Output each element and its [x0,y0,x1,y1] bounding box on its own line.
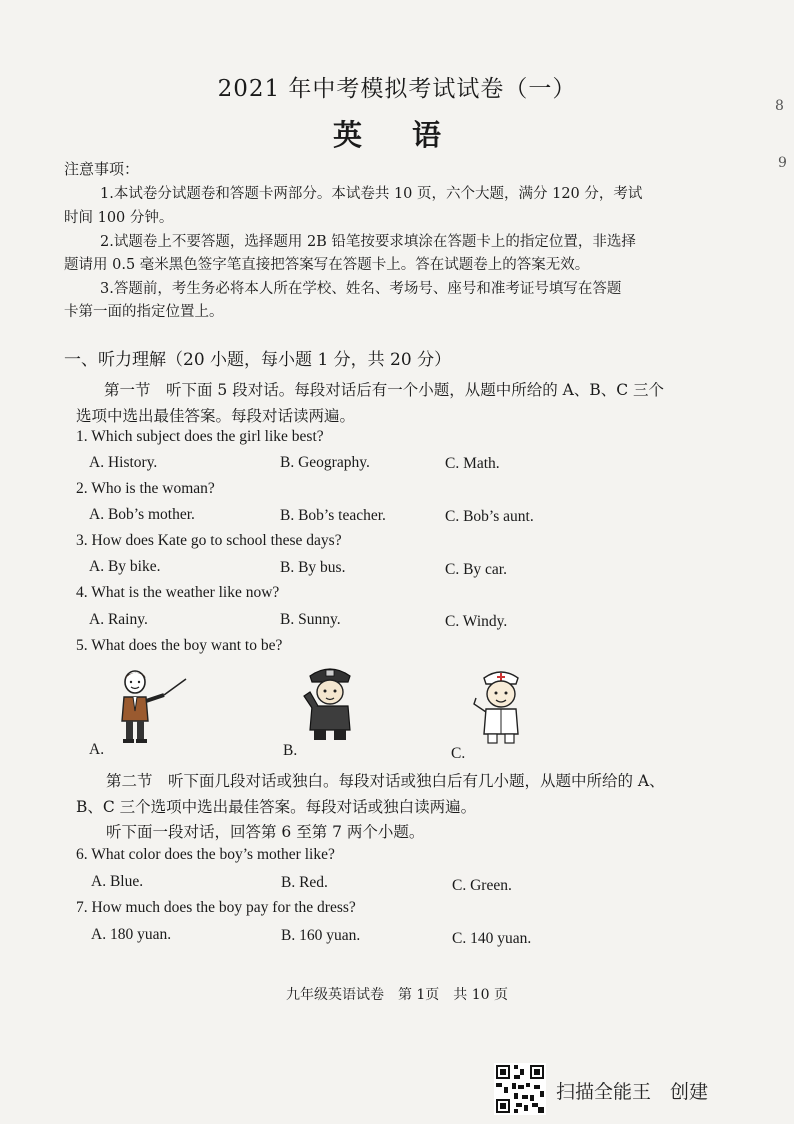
option-c: C. Windy. [445,613,508,630]
option-c: C. Math. [445,455,500,472]
subject-title: 英 语 [332,118,462,152]
option-b: B. [283,742,298,759]
part1-instruction: 选项中选出最佳答案。每段对话读两遍。 [76,407,356,425]
notice-line: 1.本试卷分试题卷和答题卡两部分。本试卷共 10 页，六个大题，满分 120 分，考试 [100,186,643,202]
qr-code-icon [494,1063,546,1115]
question: 7. How much does the boy pay for the dress? [76,899,356,916]
option-a: A. [89,741,105,758]
notice-line: 时间 100 分钟。 [64,210,174,226]
option-b: B. By bus. [280,559,346,576]
police-officer-image [300,662,360,742]
option-a: A. Blue. [91,873,144,890]
exam-title: 2021 年中考模拟考试试卷（一） [217,76,577,102]
option-a: A. Bob’s mother. [89,506,195,523]
question: 6. What color does the boy’s mother like? [76,846,335,863]
notice-heading: 注意事项： [64,160,140,178]
question: 4. What is the weather like now? [76,584,280,601]
option-c: C. Green. [452,877,512,894]
option-a: A. By bike. [89,558,161,575]
notice-line: 3.答题前，考生务必将本人所在学校、姓名、考场号、座号和准考证号填写在答题 [100,281,622,297]
option-a: A. 180 yuan. [91,926,172,943]
option-c: C. By car. [445,561,507,578]
option-b: B. 160 yuan. [281,927,361,944]
page-footer: 九年级英语试卷 第 1页 共 10 页 [285,987,509,1003]
option-b: B. Geography. [280,454,370,471]
part2-instruction: 第二节 听下面几段对话或独白。每段对话或独白后有几小题，从题中所给的 A、 [106,772,665,790]
option-b: B. Sunny. [280,611,341,628]
teacher-image [108,665,188,745]
part2-instruction: B、C 三个选项中选出最佳答案。每段对话或独白读两遍。 [76,798,477,816]
edge-mark: 8 [775,98,784,114]
option-b: B. Bob’s teacher. [280,507,386,524]
option-c: C. 140 yuan. [452,930,532,947]
question: 3. How does Kate go to school these days? [76,532,342,549]
notice-line: 题请用 0.5 毫米黑色签字笔直接把答案写在答题卡上。答在试题卷上的答案无效。 [64,257,590,273]
option-b: B. Red. [281,874,328,891]
part1-instruction: 第一节 听下面 5 段对话。每段对话后有一个小题，从题中所给的 A、B、C 三个 [104,381,665,399]
option-c: C. Bob’s aunt. [445,508,534,525]
question: 5. What does the boy want to be? [76,637,283,654]
question: 1. Which subject does the girl like best? [76,428,324,445]
section-heading: 一、听力理解（20 小题，每小题 1 分，共 20 分） [64,350,452,370]
scanner-watermark: 扫描全能王 创建 [556,1081,709,1103]
option-a: A. History. [89,454,158,471]
doctor-image [470,664,532,746]
question: 2. Who is the woman? [76,480,215,497]
option-a: A. Rainy. [89,611,148,628]
notice-line: 2.试题卷上不要答题，选择题用 2B 铅笔按要求填涂在答题卡上的指定位置，非选择 [100,234,636,250]
notice-line: 卡第一面的指定位置上。 [64,304,224,320]
option-c: C. [451,745,466,762]
edge-mark: 9 [778,155,787,171]
dialog-intro: 听下面一段对话，回答第 6 至第 7 两个小题。 [106,823,425,841]
